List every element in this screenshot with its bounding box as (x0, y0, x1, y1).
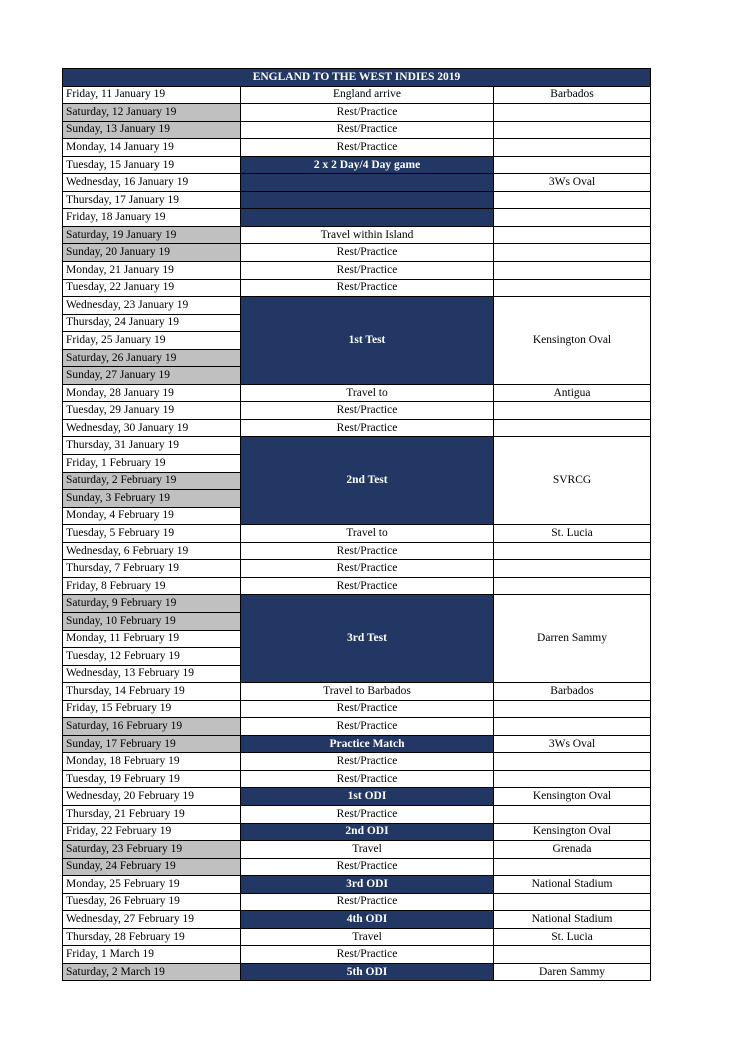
date-cell: Monday, 28 January 19 (63, 384, 241, 402)
date-cell: Friday, 11 January 19 (63, 86, 241, 104)
activity-cell: Practice Match (241, 735, 494, 753)
date-cell: Thursday, 21 February 19 (63, 805, 241, 823)
activity-cell: Rest/Practice (241, 893, 494, 911)
venue-cell (494, 718, 651, 736)
table-row (63, 946, 651, 964)
venue-cell: St. Lucia (494, 928, 651, 946)
venue-cell (494, 858, 651, 876)
date-cell: Thursday, 14 February 19 (63, 683, 241, 701)
activity-cell: Travel (241, 841, 494, 859)
table-row (63, 753, 651, 771)
activity-cell (241, 209, 494, 227)
table-row (63, 928, 651, 946)
date-cell: Tuesday, 15 January 19 (63, 156, 241, 174)
activity-cell: 1st ODI (241, 788, 494, 806)
table-row (63, 577, 651, 595)
table-title-row (63, 69, 651, 87)
activity-cell: Rest/Practice (241, 753, 494, 771)
table-row (63, 174, 651, 192)
date-cell: Tuesday, 12 February 19 (63, 648, 241, 666)
table-row (63, 963, 651, 981)
table-row (63, 893, 651, 911)
activity-cell: Rest/Practice (241, 104, 494, 122)
table-row (63, 139, 651, 157)
activity-cell: Rest/Practice (241, 560, 494, 578)
date-cell: Friday, 1 February 19 (63, 455, 241, 473)
table-title: ENGLAND TO THE WEST INDIES 2019 (63, 69, 651, 87)
activity-cell: Rest/Practice (241, 419, 494, 437)
date-cell: Monday, 4 February 19 (63, 507, 241, 525)
activity-cell: 1st Test (241, 297, 494, 385)
table-row (63, 279, 651, 297)
table-row (63, 156, 651, 174)
activity-cell: Rest/Practice (241, 402, 494, 420)
table-row (63, 402, 651, 420)
table-row (63, 700, 651, 718)
date-cell: Monday, 18 February 19 (63, 753, 241, 771)
date-cell: Sunday, 20 January 19 (63, 244, 241, 262)
venue-cell: Daren Sammy (494, 963, 651, 981)
date-cell: Saturday, 23 February 19 (63, 841, 241, 859)
venue-cell: Kensington Oval (494, 297, 651, 385)
table-row (63, 683, 651, 701)
table-row (63, 876, 651, 894)
date-cell: Saturday, 19 January 19 (63, 226, 241, 244)
venue-cell: SVRCG (494, 437, 651, 525)
activity-cell: Rest/Practice (241, 577, 494, 595)
table-row (63, 595, 651, 613)
table-row (63, 735, 651, 753)
activity-cell: Travel (241, 928, 494, 946)
venue-cell (494, 139, 651, 157)
activity-cell: Rest/Practice (241, 805, 494, 823)
date-cell: Sunday, 17 February 19 (63, 735, 241, 753)
table-row (63, 770, 651, 788)
venue-cell (494, 156, 651, 174)
venue-cell (494, 226, 651, 244)
date-cell: Friday, 25 January 19 (63, 332, 241, 350)
activity-cell: Rest/Practice (241, 121, 494, 139)
table-row (63, 858, 651, 876)
date-cell: Wednesday, 20 February 19 (63, 788, 241, 806)
date-cell: Thursday, 17 January 19 (63, 191, 241, 209)
table-row (63, 560, 651, 578)
activity-cell: Travel within Island (241, 226, 494, 244)
date-cell: Tuesday, 29 January 19 (63, 402, 241, 420)
table-row (63, 718, 651, 736)
date-cell: Saturday, 12 January 19 (63, 104, 241, 122)
venue-cell: National Stadium (494, 911, 651, 929)
date-cell: Thursday, 28 February 19 (63, 928, 241, 946)
table-row (63, 297, 651, 315)
activity-cell: Rest/Practice (241, 770, 494, 788)
activity-cell (241, 191, 494, 209)
activity-cell (241, 174, 494, 192)
venue-cell (494, 805, 651, 823)
venue-cell (494, 419, 651, 437)
date-cell: Tuesday, 19 February 19 (63, 770, 241, 788)
venue-cell: Barbados (494, 683, 651, 701)
activity-cell: 5th ODI (241, 963, 494, 981)
date-cell: Wednesday, 23 January 19 (63, 297, 241, 315)
date-cell: Monday, 11 February 19 (63, 630, 241, 648)
table-row (63, 262, 651, 280)
venue-cell (494, 770, 651, 788)
date-cell: Saturday, 9 February 19 (63, 595, 241, 613)
table-row (63, 437, 651, 455)
table-row (63, 841, 651, 859)
venue-cell: St. Lucia (494, 525, 651, 543)
date-cell: Monday, 21 January 19 (63, 262, 241, 280)
activity-cell: Travel to (241, 384, 494, 402)
venue-cell (494, 191, 651, 209)
venue-cell (494, 946, 651, 964)
table-row (63, 86, 651, 104)
activity-cell: Travel to Barbados (241, 683, 494, 701)
date-cell: Monday, 25 February 19 (63, 876, 241, 894)
table-row (63, 104, 651, 122)
venue-cell: National Stadium (494, 876, 651, 894)
date-cell: Friday, 22 February 19 (63, 823, 241, 841)
table-row (63, 823, 651, 841)
table-row (63, 244, 651, 262)
table-row (63, 788, 651, 806)
date-cell: Monday, 14 January 19 (63, 139, 241, 157)
table-row (63, 542, 651, 560)
venue-cell (494, 753, 651, 771)
venue-cell (494, 560, 651, 578)
date-cell: Thursday, 7 February 19 (63, 560, 241, 578)
schedule-body (63, 86, 651, 981)
activity-cell: Rest/Practice (241, 542, 494, 560)
date-cell: Sunday, 13 January 19 (63, 121, 241, 139)
date-cell: Friday, 8 February 19 (63, 577, 241, 595)
venue-cell: Antigua (494, 384, 651, 402)
date-cell: Saturday, 2 March 19 (63, 963, 241, 981)
table-row (63, 384, 651, 402)
schedule-table (62, 68, 651, 981)
activity-cell: 2 x 2 Day/4 Day game (241, 156, 494, 174)
date-cell: Sunday, 27 January 19 (63, 367, 241, 385)
activity-cell: England arrive (241, 86, 494, 104)
activity-cell: Rest/Practice (241, 858, 494, 876)
venue-cell (494, 402, 651, 420)
table-row (63, 226, 651, 244)
venue-cell (494, 577, 651, 595)
activity-cell: Rest/Practice (241, 718, 494, 736)
date-cell: Wednesday, 30 January 19 (63, 419, 241, 437)
table-row (63, 121, 651, 139)
activity-cell: Rest/Practice (241, 946, 494, 964)
venue-cell (494, 121, 651, 139)
activity-cell: Rest/Practice (241, 700, 494, 718)
table-row (63, 525, 651, 543)
activity-cell: Rest/Practice (241, 279, 494, 297)
date-cell: Friday, 1 March 19 (63, 946, 241, 964)
venue-cell: Kensington Oval (494, 823, 651, 841)
venue-cell: 3Ws Oval (494, 735, 651, 753)
venue-cell: Grenada (494, 841, 651, 859)
venue-cell (494, 542, 651, 560)
venue-cell (494, 262, 651, 280)
table-row (63, 805, 651, 823)
venue-cell: Darren Sammy (494, 595, 651, 683)
activity-cell: Travel to (241, 525, 494, 543)
venue-cell: 3Ws Oval (494, 174, 651, 192)
table-row (63, 911, 651, 929)
venue-cell (494, 700, 651, 718)
date-cell: Wednesday, 16 January 19 (63, 174, 241, 192)
activity-cell: Rest/Practice (241, 262, 494, 280)
date-cell: Tuesday, 5 February 19 (63, 525, 241, 543)
date-cell: Saturday, 2 February 19 (63, 472, 241, 490)
date-cell: Friday, 18 January 19 (63, 209, 241, 227)
date-cell: Sunday, 24 February 19 (63, 858, 241, 876)
activity-cell: 3rd Test (241, 595, 494, 683)
activity-cell: 2nd Test (241, 437, 494, 525)
date-cell: Sunday, 10 February 19 (63, 612, 241, 630)
table-row (63, 209, 651, 227)
venue-cell (494, 209, 651, 227)
venue-cell (494, 893, 651, 911)
table-row (63, 419, 651, 437)
date-cell: Sunday, 3 February 19 (63, 490, 241, 508)
venue-cell (494, 104, 651, 122)
date-cell: Wednesday, 27 February 19 (63, 911, 241, 929)
date-cell: Saturday, 16 February 19 (63, 718, 241, 736)
date-cell: Tuesday, 22 January 19 (63, 279, 241, 297)
date-cell: Wednesday, 13 February 19 (63, 665, 241, 683)
date-cell: Saturday, 26 January 19 (63, 349, 241, 367)
activity-cell: 4th ODI (241, 911, 494, 929)
venue-cell: Barbados (494, 86, 651, 104)
activity-cell: Rest/Practice (241, 139, 494, 157)
date-cell: Thursday, 31 January 19 (63, 437, 241, 455)
table-row (63, 191, 651, 209)
date-cell: Friday, 15 February 19 (63, 700, 241, 718)
date-cell: Tuesday, 26 February 19 (63, 893, 241, 911)
venue-cell (494, 244, 651, 262)
venue-cell: Kensington Oval (494, 788, 651, 806)
date-cell: Wednesday, 6 February 19 (63, 542, 241, 560)
activity-cell: 2nd ODI (241, 823, 494, 841)
venue-cell (494, 279, 651, 297)
date-cell: Thursday, 24 January 19 (63, 314, 241, 332)
activity-cell: Rest/Practice (241, 244, 494, 262)
activity-cell: 3rd ODI (241, 876, 494, 894)
